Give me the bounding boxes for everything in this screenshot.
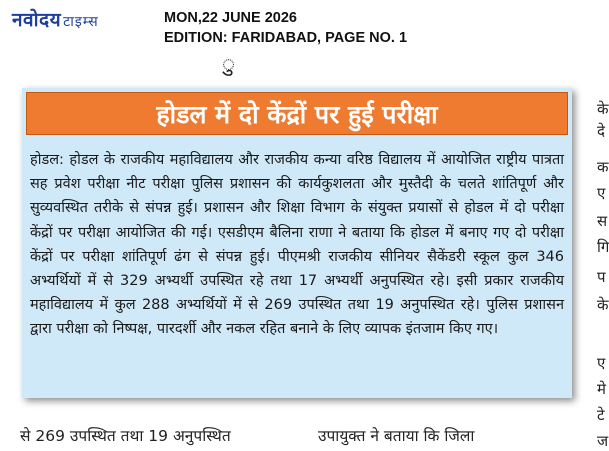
bottom-left-text-fragment: से 269 उपस्थित तथा 19 अनुपस्थित: [20, 427, 231, 445]
column-fragment-line: मे: [597, 380, 606, 398]
column-fragment-line: क: [597, 158, 609, 176]
column-fragment-line: के: [597, 100, 609, 118]
article-body: होडल: होडल के राजकीय महाविद्यालय और राजकीय कन्या वरिष्ठ विद्यालय में आयोजित राष्ट्रीय पात्रता सह प्रवेश परीक्षा नीट परीक्षा पुलिस प्रशासन की कार्यकुशलता और मुस्तैदी के चलते शांतिपूर्ण और सुव्यवस्थित तरीके से संपन्न हुई। प्रशासन और शिक्षा विभाग के संयुक्त प्रयासों से होडल में दो परीक्षा केंद्रों पर परीक्षा आयोजित की गई। एसडीएम बैलिना राणा ने बताया कि होडल में बनाए गए दो परीक्षा केंद्रों पर परीक्षा शांतिपूर्ण ढंग से संपन्न हुई। पीएमश्री राजकीय सीनियर सैकेंडरी स्कूल कुल 346 अभ्यर्थियों में से 329 अभ्यर्थी उपस्थित रहे तथा 17 अभ्यर्थी अनुपस्थित रहे। इसी प्रकार राजकीय महाविद्यालय में कुल 288 अभ्यर्थियों में से 269 उपस्थित तथा 19 अनुपस्थित रहे। पुलिस प्रशासन द्वारा परीक्षा को निष्पक्ष, पारदर्शी और नकल रहित बनाने के लिए व्यापक इंतजाम किए गए।: [30, 152, 564, 338]
newspaper-logo: [12, 6, 99, 32]
column-fragment-line: टे: [597, 406, 605, 424]
logo-name: नवोदय: [12, 9, 62, 31]
column-fragment-line: दे: [597, 122, 605, 140]
column-fragment-line: प: [597, 268, 606, 286]
masthead: [0, 0, 608, 56]
column-fragment-line: ज: [597, 432, 609, 450]
logo-suffix: टाइम्स: [63, 14, 99, 30]
highlighted-article: [22, 88, 572, 398]
article-headline: होडल में दो केंद्रों पर हुई परीक्षा: [156, 99, 438, 129]
column-fragment-line: ए: [597, 184, 606, 202]
clipped-text-fragment: ु: [222, 52, 236, 77]
bottom-right-text-fragment: उपायुक्त ने बताया कि जिला: [318, 427, 475, 445]
edition-info: [164, 8, 407, 48]
column-fragment-line: के: [597, 296, 609, 314]
date-line: MON,22 JUNE 2026: [164, 10, 297, 26]
column-fragment-line: स: [597, 212, 608, 230]
article-headline-bar: [26, 92, 568, 135]
column-fragment-line: गि: [597, 238, 609, 256]
edition-line: EDITION: FARIDABAD, PAGE NO. 1: [164, 30, 408, 46]
column-fragment-line: ए: [597, 354, 606, 372]
adjacent-column-fragment: [597, 100, 608, 451]
